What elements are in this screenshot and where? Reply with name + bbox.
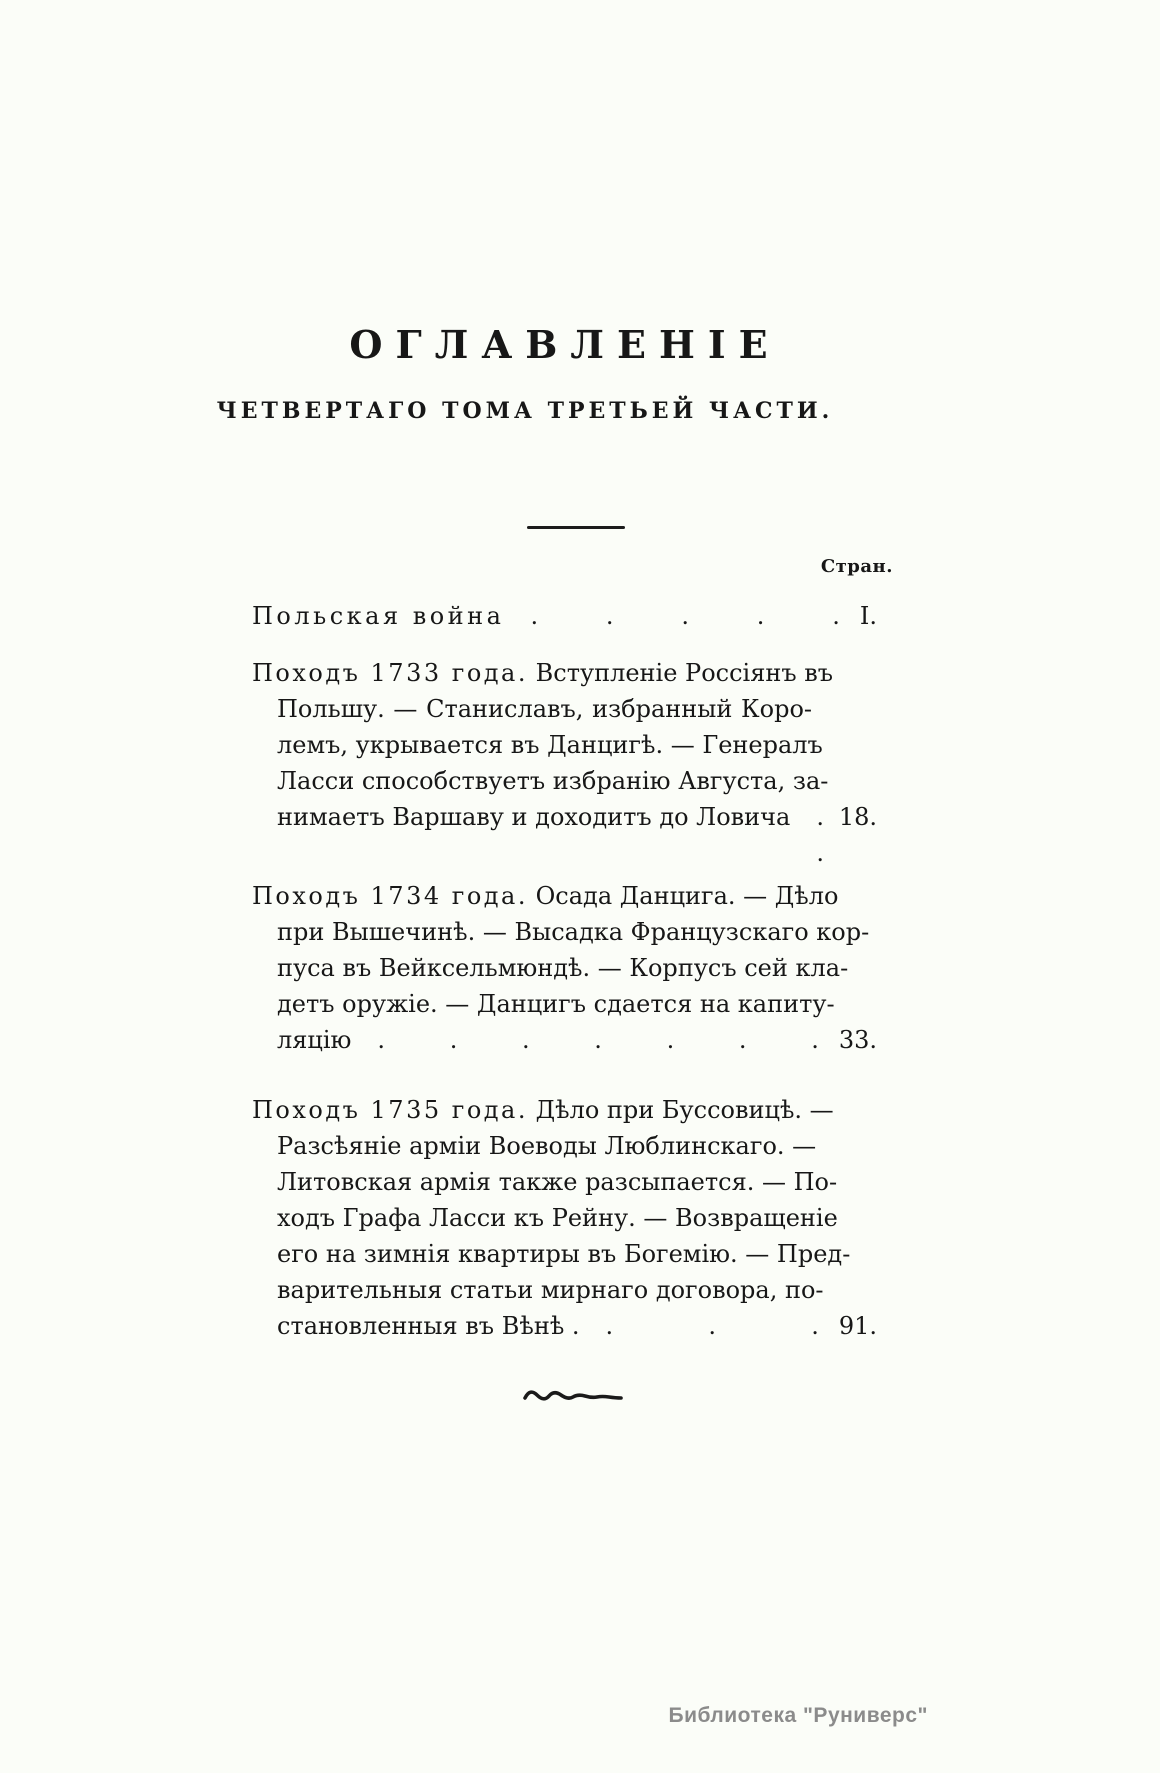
dot-leaders: . . .	[605, 1312, 819, 1340]
entry-line-text: Вступленіе Россіянъ въ	[535, 659, 834, 687]
dot-leaders: . . . . . . .	[377, 1026, 819, 1054]
entry-line-text: нимаетъ Варшаву и доходитъ до Ловича	[277, 803, 791, 831]
page-title: ОГЛАВЛЕНІЕ	[349, 322, 781, 367]
entry-page-number: 33.	[838, 1026, 877, 1054]
entry-line: Польшу. — Станиславъ, избранный Коро-	[277, 695, 812, 723]
library-watermark: Библиотека "Руниверс"	[668, 1704, 928, 1727]
entry-line	[252, 1308, 877, 1344]
entry-line-text: Осада Данцига. — Дѣло	[535, 882, 839, 910]
page-subtitle: ЧЕТВЕРТАГО ТОМА ТРЕТЬЕЙ ЧАСТИ.	[216, 398, 834, 424]
entry-line-text: ляцію	[277, 1026, 352, 1054]
entry-page-number: I.	[859, 602, 877, 630]
toc-entry-campaign-1735	[252, 1092, 877, 1344]
toc-entry-campaign-1733	[252, 655, 877, 871]
entry-heading: Польская война	[252, 602, 505, 630]
entry-line: варительныя статьи мирнаго договора, по-	[277, 1276, 824, 1304]
entry-line-text: становленныя въ Вѣнѣ .	[277, 1312, 580, 1340]
toc-entry-campaign-1734	[252, 878, 877, 1058]
entry-line: Литовская армія также разсыпается. — По-	[277, 1168, 838, 1196]
entry-line-text: Дѣло при Буссовицѣ. —	[535, 1096, 834, 1124]
entry-line	[252, 799, 877, 871]
entry-line: пуса въ Вейксельмюндѣ. — Корпусъ сей кла-	[277, 954, 849, 982]
entry-page-number: 18.	[838, 803, 877, 831]
entry-line: ходъ Графа Ласси къ Рейну. — Возвращеніе	[277, 1204, 838, 1232]
entry-line	[252, 1092, 834, 1128]
section-divider	[527, 526, 625, 529]
tailpiece-squiggle-icon	[521, 1386, 633, 1410]
entry-page-number: 91.	[838, 1312, 877, 1340]
entry-line	[252, 878, 839, 914]
entry-line	[252, 1022, 877, 1058]
entry-line	[252, 655, 834, 691]
entry-line: Разсѣяніе арміи Воеводы Люблинскаго. —	[277, 1132, 817, 1160]
page-column-label: Стран.	[820, 556, 893, 577]
toc-entry-polish-war	[252, 598, 877, 634]
entry-line: Ласси способствуетъ избранію Августа, за-	[277, 767, 829, 795]
entry-line: детъ оружіе. — Данцигъ сдается на капиту-	[277, 990, 835, 1018]
entry-line: лемъ, укрывается въ Данцигѣ. — Генералъ	[277, 731, 823, 759]
entry-heading: Походъ 1734 года.	[252, 882, 528, 910]
entry-heading: Походъ 1735 года.	[252, 1096, 528, 1124]
entry-line: при Вышечинѣ. — Высадка Французскаго кор-	[277, 918, 870, 946]
entry-line	[252, 598, 877, 634]
dot-leaders: . .	[816, 803, 824, 867]
entry-line: его на зимнія квартиры въ Богемію. — Пред-	[277, 1240, 851, 1268]
entry-heading: Походъ 1733 года.	[252, 659, 528, 687]
dot-leaders: . . . . .	[530, 602, 840, 630]
